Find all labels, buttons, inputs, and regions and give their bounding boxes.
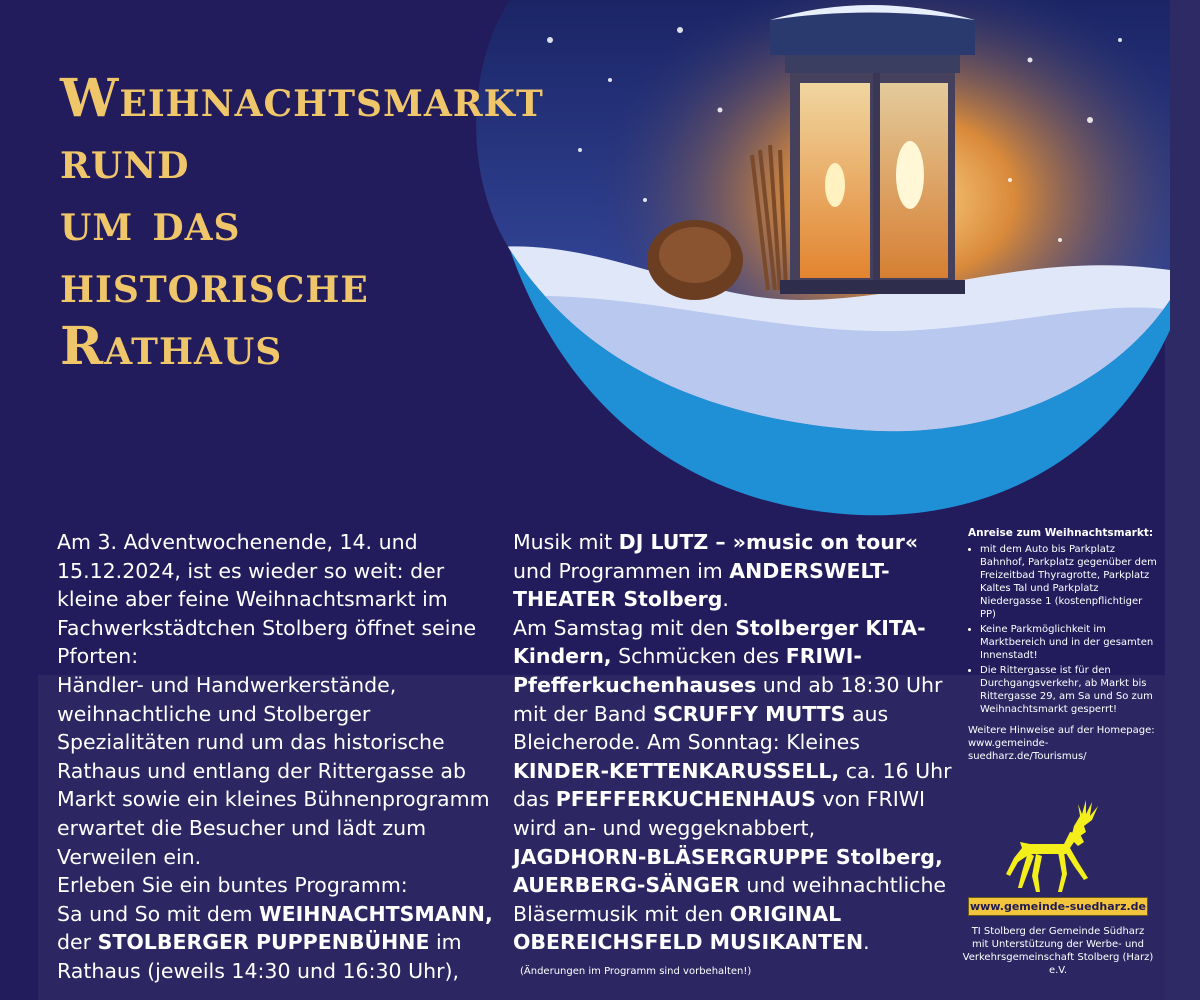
title-line: rund xyxy=(60,130,190,191)
title-line: Rathaus xyxy=(60,316,283,377)
deer-icon xyxy=(1000,796,1115,898)
website-badge[interactable]: www.gemeinde-suedharz.de xyxy=(968,897,1148,916)
highlight-dj: DJ LUTZ – »music on tour« xyxy=(618,530,919,554)
text-run: aus Bleicherode. Am Sonntag: Kleines xyxy=(513,701,889,755)
text-run: im Rathaus (jeweils 14:30 und 16:30 Uhr), xyxy=(57,930,462,983)
program-text xyxy=(513,614,953,957)
text-run: von FRIWI wird an- und weggeknabbert, xyxy=(513,787,926,840)
program-weekend xyxy=(57,900,502,986)
page-title xyxy=(60,68,544,378)
travel-heading: Anreise zum Weihnachtsmarkt: xyxy=(968,527,1154,539)
text-run: und ab 18:30 Uhr mit der Band xyxy=(513,672,943,726)
highlight-theater: ANDERSWELT-THEATER Stolberg xyxy=(513,558,890,612)
highlight-pfefferkuchenhaus: PFEFFERKUCHENHAUS xyxy=(555,787,816,812)
travel-info xyxy=(968,527,1160,763)
travel-list xyxy=(968,543,1160,716)
highlight-kita: Stolberger KITA-Kindern, xyxy=(513,615,926,669)
highlight-band: SCRUFFY MUTTS xyxy=(652,701,846,726)
intro-paragraph: Am 3. Adventwochenende, 14. und 15.12.2024, ist es wieder so weit: der kleine aber feine Weihnachtsmarkt im Fachwerkstädtchen Stolberg öffnet seine Pforten: xyxy=(57,530,477,669)
text-run: . xyxy=(722,587,729,612)
program-text xyxy=(513,528,953,614)
list-item: • Keine Parkmöglichkeit im Marktbereich und in der gesamten Innenstadt! xyxy=(980,623,1160,662)
highlight-gingerbread-house: FRIWI-Pfefferkuchenhauses xyxy=(513,644,862,697)
list-item: • mit dem Auto bis Parkplatz Bahnhof, Parkplatz gegenüber dem Freizeitbad Thyragrotte, Parkplatz Kaltes Tal und Parkplatz Niedergasse 1 (kostenpflichtiger PP) xyxy=(980,543,1160,621)
text-run: und Programmen im xyxy=(513,558,730,583)
text-run: . xyxy=(863,930,870,955)
title-line: um das xyxy=(60,192,241,253)
homepage-hint: Weitere Hinweise auf der Homepage: www.gemeinde-suedharz.de/Tourismus/ xyxy=(968,725,1155,762)
list-item: • Die Rittergasse ist für den Durchgangsverkehr, ab Markt bis Rittergasse 29, am Sa und So zum Weihnachtsmarkt gesperrt! xyxy=(980,664,1160,716)
text-run: Sa und So mit dem xyxy=(57,901,260,926)
text-run: Musik mit xyxy=(513,530,619,554)
hero-lantern-image xyxy=(470,0,1170,520)
highlight-puppet-stage: STOLBERGER PUPPENBÜHNE xyxy=(97,930,430,955)
text-run: Am Samstag mit den xyxy=(513,615,736,640)
organizer-credit: TI Stolberg der Gemeinde Südharz mit Unterstützung der Werbe- und Verkehrsgemeinschaft Stolberg (Harz) e.V. xyxy=(962,926,1154,976)
intro-column xyxy=(57,528,502,986)
highlight-carousel: KINDER-KETTENKARUSSELL, xyxy=(513,758,840,783)
program-column xyxy=(513,528,953,957)
right-edge-strip xyxy=(1165,0,1200,1000)
text-run: und weihnachtliche Bläsermusik mit den xyxy=(513,873,947,926)
offer-paragraph: Händler- und Handwerkerstände, weihnachtliche und Stolberger Spezialitäten rund um das historische Rathaus und entlang der Rittergasse ab Markt sowie ein kleines Bühnenprogramm erwartet die Besucher und lädt zum Verweilen ein. xyxy=(57,672,490,869)
highlight-santa: WEIHNACHTSMANN, xyxy=(259,901,493,926)
title-line: Weihnachtsmarkt xyxy=(60,68,544,129)
text-run: ca. 16 Uhr das xyxy=(513,758,952,812)
highlight-choirs: JAGDHORN-BLÄSERGRUPPE Stolberg, AUERBERG-SÄNGER xyxy=(513,844,943,898)
text-run: der xyxy=(57,930,98,955)
highlight-musicians: ORIGINAL OBEREICHSFELD MUSIKANTEN xyxy=(513,901,864,955)
program-disclaimer: (Änderungen im Programm sind vorbehalten!) xyxy=(520,966,752,977)
text-run: Schmücken des xyxy=(611,644,786,669)
program-intro: Erleben Sie ein buntes Programm: xyxy=(57,873,408,898)
title-line: historische xyxy=(60,254,369,315)
